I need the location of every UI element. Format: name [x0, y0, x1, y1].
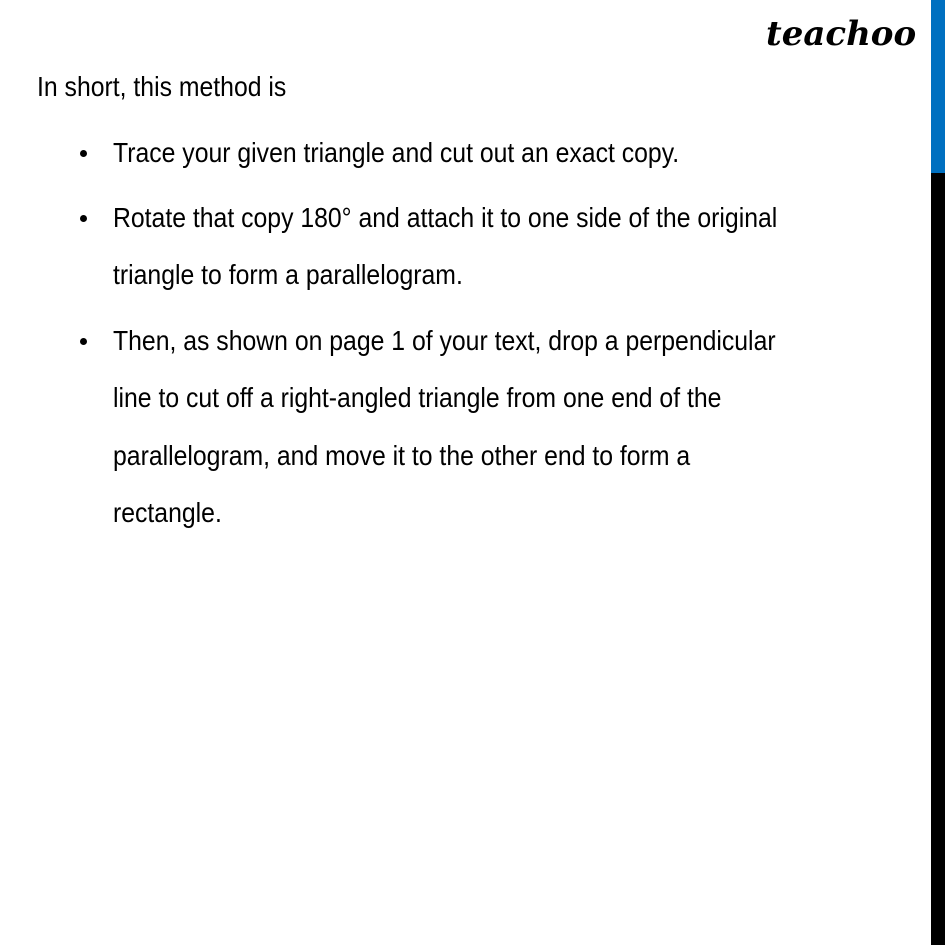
bullet-3-line-3: parallelogram, and move it to the other end to form a: [113, 440, 691, 471]
side-accent-bar-blue: [931, 0, 945, 173]
bullet-icon: [80, 150, 87, 157]
bullet-3-line-1: Then, as shown on page 1 of your text, drop a perpendicular: [113, 325, 776, 356]
teachoo-logo: teachoo: [766, 14, 917, 54]
intro-text: In short, this method is: [37, 71, 287, 102]
bullet-2-line-2: triangle to form a parallelogram.: [113, 259, 463, 290]
bullet-1-line-1: Trace your given triangle and cut out an exact copy.: [113, 137, 680, 168]
bullet-3-line-4: rectangle.: [113, 497, 222, 528]
bullet-3-line-2: line to cut off a right-angled triangle from one end of the: [113, 382, 722, 413]
bullet-2-line-1: Rotate that copy 180° and attach it to one side of the original: [113, 202, 778, 233]
bullet-icon: [80, 215, 87, 222]
side-accent-bar-black: [931, 173, 945, 945]
bullet-icon: [80, 338, 87, 345]
